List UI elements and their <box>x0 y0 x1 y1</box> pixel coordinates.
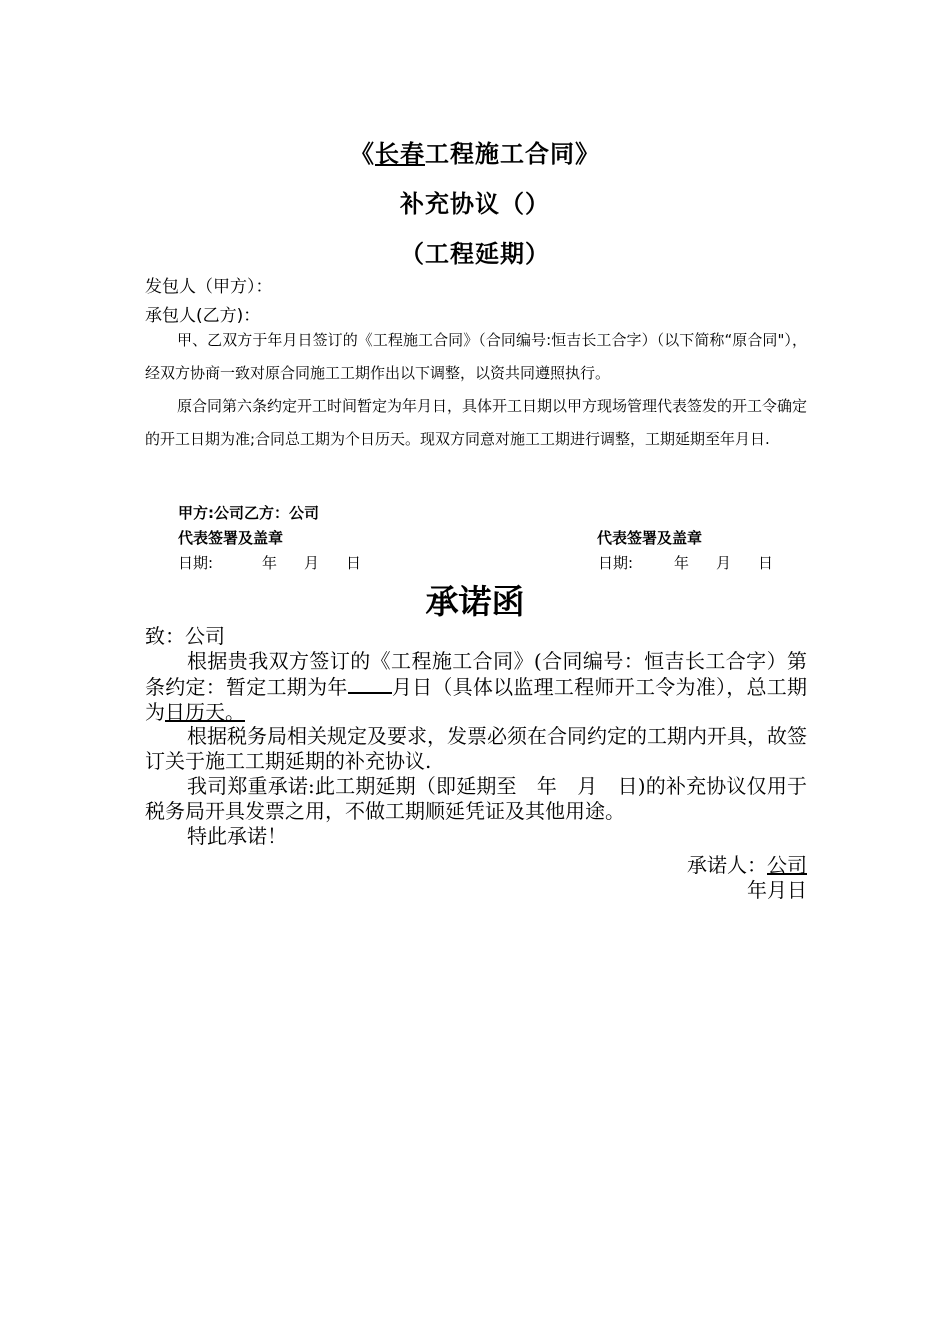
letter-closing: 特此承诺！ <box>187 824 287 848</box>
year-blank <box>348 674 392 694</box>
signer-name: 公司 <box>767 853 807 877</box>
employer-line: 发包人（甲方）： <box>145 277 273 297</box>
letter-title: 承诺函 <box>425 582 525 621</box>
agreement-subtitle-2: （工程延期） <box>400 240 550 268</box>
left-date-line: 日期: 年 月 日 <box>178 554 362 572</box>
letter-date: 年月日 <box>747 878 807 902</box>
right-sign-label: 代表签署及盖章 <box>597 529 703 547</box>
letter-signer: 承诺人：公司 <box>687 853 807 877</box>
right-date-line: 日期: 年 月 日 <box>598 554 774 572</box>
title-city: 长春 <box>375 140 425 168</box>
agreement-subtitle: 补充协议（） <box>400 190 550 218</box>
agreement-paragraph-1: 甲、乙双方于年月日签订的《工程施工合同》（合同编号:恒吉长工合字）（以下简称“原合同"），经双方协商一致对原合同施工工期作出以下调整，以资共同遵照执行。 <box>145 331 807 382</box>
letter-recipient: 致：公司 <box>145 624 225 648</box>
letter-paragraph-3: 我司郑重承诺:此工期延期（即延期至 年 月 日)的补充协议仅用于税务局开具发票之用，不做工期顺延凭证及其他用途。 <box>145 774 807 823</box>
contractor-line: 承包人(乙方)： <box>145 306 261 326</box>
left-sign-label: 代表签署及盖章 <box>178 529 284 547</box>
letter-paragraph-2: 根据税务局相关规定及要求，发票必须在合同约定的工期内开具，故签订关于施工工期延期的补充协议. <box>145 724 807 773</box>
letter-paragraph-1: 根据贵我双方签订的《工程施工合同》(合同编号：恒吉长工合字）第条约定：暂定工期为年 月日（具体以监理工程师开工令为准），总工期为日历天。 <box>145 649 808 724</box>
contract-title: 《长春工程施工合同》 <box>350 140 600 168</box>
agreement-paragraph-2: 原合同第六条约定开工时间暂定为年月日，具体开工日期以甲方现场管理代表签发的开工令确定的开工日期为准;合同总工期为个日历天。现双方同意对施工工期进行调整，工期延期至年月日. <box>145 397 808 448</box>
parties-signature-line: 甲方:公司乙方：公司 <box>178 504 319 522</box>
